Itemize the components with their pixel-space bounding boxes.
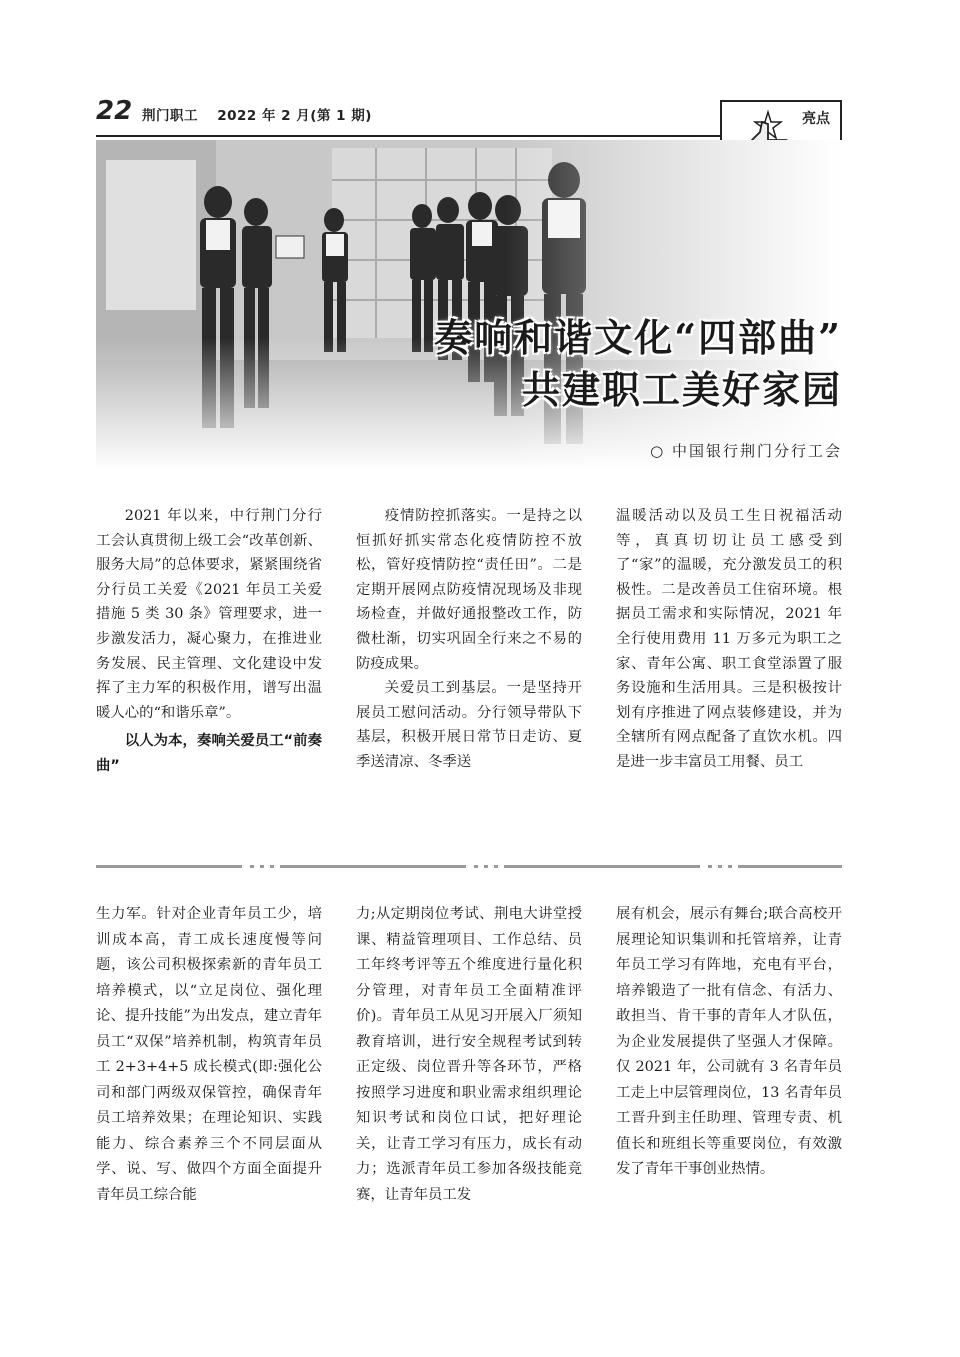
lower-column-1 [96,902,322,1208]
section-subheading: 以人为本，奏响关爱员工“前奏曲” [96,733,322,774]
publication-name: 荆门职工 [142,108,198,124]
page-number: 22 [96,96,133,126]
paragraph: 展有机会，展示有舞台;联合高校开展理论知识集训和托管培养，让青年员工学习有阵地，充电有平台，培养锻造了一批有信念、有活力、敢担当、肯干事的青年人才队伍，为企业发展提供了坚强人才保障。仅 2021 年，公司就有 3 名青年员工走上中层管理岗位，13 名青年员工晋升到主任助理、管理专责、机值长和班组长等重要岗位，有效激发了青年干事创业热情。 [616,906,842,1177]
paragraph: 温暖活动以及员工生日祝福活动等，真真切切让员工感受到了“家”的温暖，充分激发员工的积极性。二是改善员工住宿环境。根据员工需求和实际情况，2021 年全行使用费用 11 万多元为职工之家、青年公寓、职工食堂添置了服务设施和生活用具。三是积极按计划有序推进了网点装修建设，并为全辖所有网点配备了直饮水机。四是进一步丰富员工用餐、员工 [616,508,842,770]
title-line-2: 共建职工美好家园 [521,367,842,412]
paragraph: 生力军。针对企业青年员工少，培训成本高，青工成长速度慢等问题，该公司积极探索新的青年员工培养模式，以“立足岗位、强化理论、提升技能”为出发点，建立青年员工“双保”培养机制，构筑青年员工 2+3+4+5 成长模式(即:强化公司和部门两级双保管控，确保青年员工培养效果；在理论知识、实践能力、综合素养三个不同层面从学、说、写、做四个方面全面提升青年员工综合能 [96,906,322,1203]
paragraph: 力;从定期岗位考试、荆电大讲堂授课、精益管理项目、工作总结、员工年终考评等五个维度进行量化积分管理，对青年员工全面精准评价)。青年员工从见习开展入厂须知教育培训，进行安全规程考试到转正定级、岗位晋升等各环节，严格按照学习进度和职业需求组织理论知识考试和岗位口试，把好理论关，让青工学习有压力，成长有动力；选派青年员工参加各级技能竞赛，让青年员工发 [356,906,582,1203]
upper-column-3 [616,504,842,775]
upper-column-1 [96,504,322,779]
article-title [434,312,842,416]
paragraph: 疫情防控抓落实。一是持之以恒抓好抓实常态化疫情防控不放松，管好疫情防控“责任田”。二是定期开展网点防疫情况现场及非现场检查，并做好通报整改工作，防微杜渐，切实巩固全行来之不易的防疫成果。 [356,508,582,672]
paragraph: 2021 年以来，中行荆门分行工会认真贯彻上级工会“改革创新、服务大局”的总体要求，紧紧围绕省分行员工关爱《2021 年员工关爱措施 5 类 30 条》管理要求，进一步激发活力，凝心聚力，在推进业务发展、民主管理、文化建设中发挥了主力军的积极作用，谱写出温暖人心的“和谐乐章”。 [96,508,322,721]
paragraph: 关爱员工到基层。一是坚持开展员工慰问活动。分行领导带队下基层，积极开展日常节日走访、夏季送清凉、冬季送 [356,680,582,770]
lower-column-2 [356,902,582,1208]
issue-date: 2022 年 2 月(第 1 期) [217,108,372,124]
article-byline: ○ 中国银行荆门分行工会 [650,442,842,460]
staff-meeting-photo [96,140,842,470]
publication-issue [142,104,372,124]
section-separator [96,862,842,872]
badge-label: 亮点 [802,111,830,127]
upper-column-2 [356,504,582,775]
title-line-1: 奏响和谐文化“四部曲” [434,315,842,360]
lower-column-3 [616,902,842,1183]
header-rule [96,135,720,137]
